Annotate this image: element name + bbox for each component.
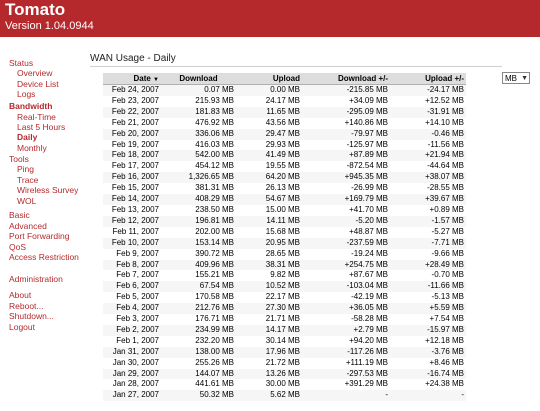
nav-bandwidth[interactable]: Bandwidth (9, 101, 53, 111)
table-row (103, 270, 466, 281)
table-row (103, 260, 466, 271)
cell-download-delta: +111.19 MB (302, 358, 390, 369)
cell-upload: 29.93 MB (236, 140, 302, 151)
table-row (103, 194, 466, 205)
nav-about[interactable]: About (9, 290, 32, 300)
cell-download-delta: +36.05 MB (302, 303, 390, 314)
nav-monthly[interactable]: Monthly (17, 143, 47, 153)
table-row (103, 379, 466, 390)
cell-upload-delta: +28.49 MB (390, 260, 466, 271)
cell-upload-delta: -31.91 MB (390, 107, 466, 118)
cell-upload-delta: +8.46 MB (390, 358, 466, 369)
cell-upload: 24.17 MB (236, 96, 302, 107)
cell-upload: 13.26 MB (236, 369, 302, 380)
cell-download: 215.93 MB (161, 96, 236, 107)
nav-logs[interactable]: Logs (17, 89, 36, 99)
cell-download: 408.29 MB (161, 194, 236, 205)
table-row (103, 205, 466, 216)
column-header-download-delta[interactable]: Download +/- (302, 73, 390, 85)
cell-download: 202.00 MB (161, 227, 236, 238)
cell-date: Jan 31, 2007 (103, 347, 161, 358)
cell-upload: 30.14 MB (236, 336, 302, 347)
table-row (103, 96, 466, 107)
cell-download-delta: -295.09 MB (302, 107, 390, 118)
cell-date: Feb 20, 2007 (103, 129, 161, 140)
nav-shutdown[interactable]: Shutdown... (9, 311, 54, 321)
cell-download: 1,326.65 MB (161, 172, 236, 183)
cell-upload-delta: -5.27 MB (390, 227, 466, 238)
cell-date: Feb 13, 2007 (103, 205, 161, 216)
cell-upload-delta: -0.70 MB (390, 270, 466, 281)
cell-download: 0.07 MB (161, 85, 236, 96)
cell-download-delta: +94.20 MB (302, 336, 390, 347)
cell-download-delta: +254.75 MB (302, 260, 390, 271)
cell-download-delta: -872.54 MB (302, 161, 390, 172)
table-row (103, 238, 466, 249)
cell-download-delta: +2.79 MB (302, 325, 390, 336)
cell-download-delta: -237.59 MB (302, 238, 390, 249)
cell-download: 441.61 MB (161, 379, 236, 390)
cell-upload-delta: -24.17 MB (390, 85, 466, 96)
nav-overview[interactable]: Overview (17, 68, 53, 78)
cell-upload-delta: +0.89 MB (390, 205, 466, 216)
column-header-upload[interactable]: Upload (236, 73, 302, 85)
nav-access-restriction[interactable]: Access Restriction (9, 252, 79, 262)
cell-upload: 41.49 MB (236, 150, 302, 161)
cell-upload: 19.55 MB (236, 161, 302, 172)
cell-upload-delta: -15.97 MB (390, 325, 466, 336)
cell-download: 255.26 MB (161, 358, 236, 369)
cell-download: 390.72 MB (161, 249, 236, 260)
cell-upload-delta: -3.76 MB (390, 347, 466, 358)
cell-date: Feb 18, 2007 (103, 150, 161, 161)
cell-date: Feb 6, 2007 (103, 281, 161, 292)
cell-download: 181.83 MB (161, 107, 236, 118)
cell-date: Feb 4, 2007 (103, 303, 161, 314)
table-row (103, 216, 466, 227)
table-row (103, 303, 466, 314)
table-row (103, 347, 466, 358)
cell-upload-delta: +12.52 MB (390, 96, 466, 107)
cell-download: 409.96 MB (161, 260, 236, 271)
cell-download: 153.14 MB (161, 238, 236, 249)
nav-reboot[interactable]: Reboot... (9, 301, 44, 311)
cell-download: 170.58 MB (161, 292, 236, 303)
app-header (0, 0, 540, 37)
table-row (103, 336, 466, 347)
cell-upload: 21.71 MB (236, 314, 302, 325)
cell-upload: 5.62 MB (236, 390, 302, 401)
cell-upload: 29.47 MB (236, 129, 302, 140)
cell-download-delta: +87.89 MB (302, 150, 390, 161)
cell-upload: 20.95 MB (236, 238, 302, 249)
nav-logout[interactable]: Logout (9, 322, 35, 332)
cell-date: Feb 17, 2007 (103, 161, 161, 172)
cell-date: Jan 27, 2007 (103, 390, 161, 401)
cell-upload-delta: -44.64 MB (390, 161, 466, 172)
cell-upload-delta: +24.38 MB (390, 379, 466, 390)
nav-basic[interactable]: Basic (9, 210, 30, 220)
cell-date: Feb 14, 2007 (103, 194, 161, 205)
cell-download: 542.00 MB (161, 150, 236, 161)
cell-date: Feb 23, 2007 (103, 96, 161, 107)
cell-date: Feb 1, 2007 (103, 336, 161, 347)
cell-date: Feb 19, 2007 (103, 140, 161, 151)
cell-upload: 14.17 MB (236, 325, 302, 336)
nav-advanced[interactable]: Advanced (9, 221, 47, 231)
table-body (103, 85, 466, 402)
cell-upload-delta: - (390, 390, 466, 401)
cell-upload-delta: -5.13 MB (390, 292, 466, 303)
nav-port-forwarding[interactable]: Port Forwarding (9, 231, 70, 241)
cell-download-delta: +169.79 MB (302, 194, 390, 205)
table-row (103, 85, 466, 96)
nav-device-list[interactable]: Device List (17, 79, 59, 89)
cell-upload: 30.00 MB (236, 379, 302, 390)
app-title: Tomato (5, 0, 66, 19)
cell-upload-delta: +14.10 MB (390, 118, 466, 129)
nav-tools[interactable]: Tools (9, 154, 29, 164)
cell-date: Feb 3, 2007 (103, 314, 161, 325)
cell-upload-delta: -11.66 MB (390, 281, 466, 292)
cell-upload-delta: -1.57 MB (390, 216, 466, 227)
cell-download-delta: -117.26 MB (302, 347, 390, 358)
cell-upload-delta: -11.56 MB (390, 140, 466, 151)
unit-select-value: MB (505, 74, 517, 83)
cell-download-delta: +140.86 MB (302, 118, 390, 129)
cell-download: 144.07 MB (161, 369, 236, 380)
cell-date: Feb 16, 2007 (103, 172, 161, 183)
nav-ping[interactable]: Ping (17, 164, 35, 174)
nav-status[interactable]: Status (9, 58, 34, 68)
sidebar-nav (0, 37, 81, 411)
cell-download-delta: -5.20 MB (302, 216, 390, 227)
cell-upload-delta: +12.18 MB (390, 336, 466, 347)
cell-upload: 15.68 MB (236, 227, 302, 238)
cell-upload: 0.00 MB (236, 85, 302, 96)
table-row (103, 369, 466, 380)
cell-download-delta: +48.87 MB (302, 227, 390, 238)
cell-upload-delta: +38.07 MB (390, 172, 466, 183)
title-divider (90, 66, 502, 67)
table-row (103, 292, 466, 303)
cell-date: Feb 10, 2007 (103, 238, 161, 249)
cell-download-delta: +87.67 MB (302, 270, 390, 281)
cell-upload: 21.72 MB (236, 358, 302, 369)
cell-upload: 27.30 MB (236, 303, 302, 314)
cell-upload: 54.67 MB (236, 194, 302, 205)
unit-select[interactable] (502, 72, 530, 84)
cell-upload-delta: +7.54 MB (390, 314, 466, 325)
cell-date: Feb 9, 2007 (103, 249, 161, 260)
cell-upload: 38.31 MB (236, 260, 302, 271)
cell-date: Jan 30, 2007 (103, 358, 161, 369)
cell-date: Feb 22, 2007 (103, 107, 161, 118)
cell-download-delta: +391.29 MB (302, 379, 390, 390)
cell-download: 67.54 MB (161, 281, 236, 292)
cell-upload: 10.52 MB (236, 281, 302, 292)
table-row (103, 281, 466, 292)
cell-download: 381.31 MB (161, 183, 236, 194)
cell-download-delta: -215.85 MB (302, 85, 390, 96)
nav-wol[interactable]: WOL (17, 196, 37, 206)
table-row (103, 161, 466, 172)
nav-real-time[interactable]: Real-Time (17, 112, 56, 122)
cell-download-delta: -297.53 MB (302, 369, 390, 380)
cell-download: 212.76 MB (161, 303, 236, 314)
cell-upload: 15.00 MB (236, 205, 302, 216)
cell-upload-delta: -16.74 MB (390, 369, 466, 380)
cell-upload: 64.20 MB (236, 172, 302, 183)
table-row (103, 140, 466, 151)
cell-download: 476.92 MB (161, 118, 236, 129)
cell-upload: 22.17 MB (236, 292, 302, 303)
cell-download-delta: - (302, 390, 390, 401)
cell-upload: 43.56 MB (236, 118, 302, 129)
cell-date: Feb 21, 2007 (103, 118, 161, 129)
cell-upload: 11.65 MB (236, 107, 302, 118)
table-row (103, 118, 466, 129)
cell-upload: 26.13 MB (236, 183, 302, 194)
cell-download: 234.99 MB (161, 325, 236, 336)
cell-date: Feb 24, 2007 (103, 85, 161, 96)
cell-upload-delta: -7.71 MB (390, 238, 466, 249)
cell-date: Jan 29, 2007 (103, 369, 161, 380)
page-title: WAN Usage - Daily (90, 53, 176, 64)
cell-download-delta: -58.28 MB (302, 314, 390, 325)
cell-download: 176.71 MB (161, 314, 236, 325)
cell-upload: 28.65 MB (236, 249, 302, 260)
table-row (103, 150, 466, 161)
cell-date: Feb 5, 2007 (103, 292, 161, 303)
cell-date: Feb 11, 2007 (103, 227, 161, 238)
table-row (103, 314, 466, 325)
table-row (103, 325, 466, 336)
cell-date: Feb 12, 2007 (103, 216, 161, 227)
cell-upload-delta: -9.66 MB (390, 249, 466, 260)
cell-date: Feb 2, 2007 (103, 325, 161, 336)
cell-date: Feb 15, 2007 (103, 183, 161, 194)
cell-date: Feb 7, 2007 (103, 270, 161, 281)
cell-download: 196.81 MB (161, 216, 236, 227)
column-header-upload-delta[interactable]: Upload +/- (390, 73, 466, 85)
cell-download: 155.21 MB (161, 270, 236, 281)
table-row (103, 358, 466, 369)
cell-upload-delta: -28.55 MB (390, 183, 466, 194)
table-row (103, 390, 466, 401)
cell-download: 238.50 MB (161, 205, 236, 216)
table-row (103, 227, 466, 238)
cell-download-delta: +41.70 MB (302, 205, 390, 216)
cell-upload-delta: +5.59 MB (390, 303, 466, 314)
cell-download-delta: -103.04 MB (302, 281, 390, 292)
cell-download: 454.12 MB (161, 161, 236, 172)
usage-table (103, 73, 466, 401)
cell-upload-delta: +39.67 MB (390, 194, 466, 205)
column-header-date[interactable]: Date ▼ (103, 73, 161, 85)
nav-last-5-hours[interactable]: Last 5 Hours (17, 122, 66, 132)
cell-download-delta: -79.97 MB (302, 129, 390, 140)
table-row (103, 107, 466, 118)
cell-upload-delta: +21.94 MB (390, 150, 466, 161)
cell-date: Feb 8, 2007 (103, 260, 161, 271)
nav-qos[interactable]: QoS (9, 242, 27, 252)
table-header-row (103, 73, 466, 85)
cell-upload-delta: -0.46 MB (390, 129, 466, 140)
cell-upload: 9.82 MB (236, 270, 302, 281)
table-row (103, 129, 466, 140)
cell-download-delta: -19.24 MB (302, 249, 390, 260)
cell-download: 50.32 MB (161, 390, 236, 401)
cell-download-delta: +34.09 MB (302, 96, 390, 107)
nav-wireless-survey[interactable]: Wireless Survey (17, 185, 79, 195)
cell-download: 336.06 MB (161, 129, 236, 140)
cell-download-delta: -26.99 MB (302, 183, 390, 194)
cell-download: 416.03 MB (161, 140, 236, 151)
chevron-down-icon: ▼ (521, 75, 528, 82)
table-row (103, 172, 466, 183)
column-header-download[interactable]: Download (161, 73, 236, 85)
cell-download-delta: -42.19 MB (302, 292, 390, 303)
nav-administration[interactable]: Administration (9, 274, 63, 284)
cell-download-delta: -125.97 MB (302, 140, 390, 151)
nav-trace[interactable]: Trace (17, 175, 39, 185)
table-row (103, 249, 466, 260)
cell-download-delta: +945.35 MB (302, 172, 390, 183)
cell-download: 232.20 MB (161, 336, 236, 347)
cell-upload: 17.96 MB (236, 347, 302, 358)
cell-upload: 14.11 MB (236, 216, 302, 227)
sort-arrow-icon: ▼ (153, 77, 159, 83)
cell-download: 138.00 MB (161, 347, 236, 358)
app-version: Version 1.04.0944 (5, 20, 94, 32)
cell-date: Jan 28, 2007 (103, 379, 161, 390)
nav-daily[interactable]: Daily (17, 132, 38, 142)
table-row (103, 183, 466, 194)
